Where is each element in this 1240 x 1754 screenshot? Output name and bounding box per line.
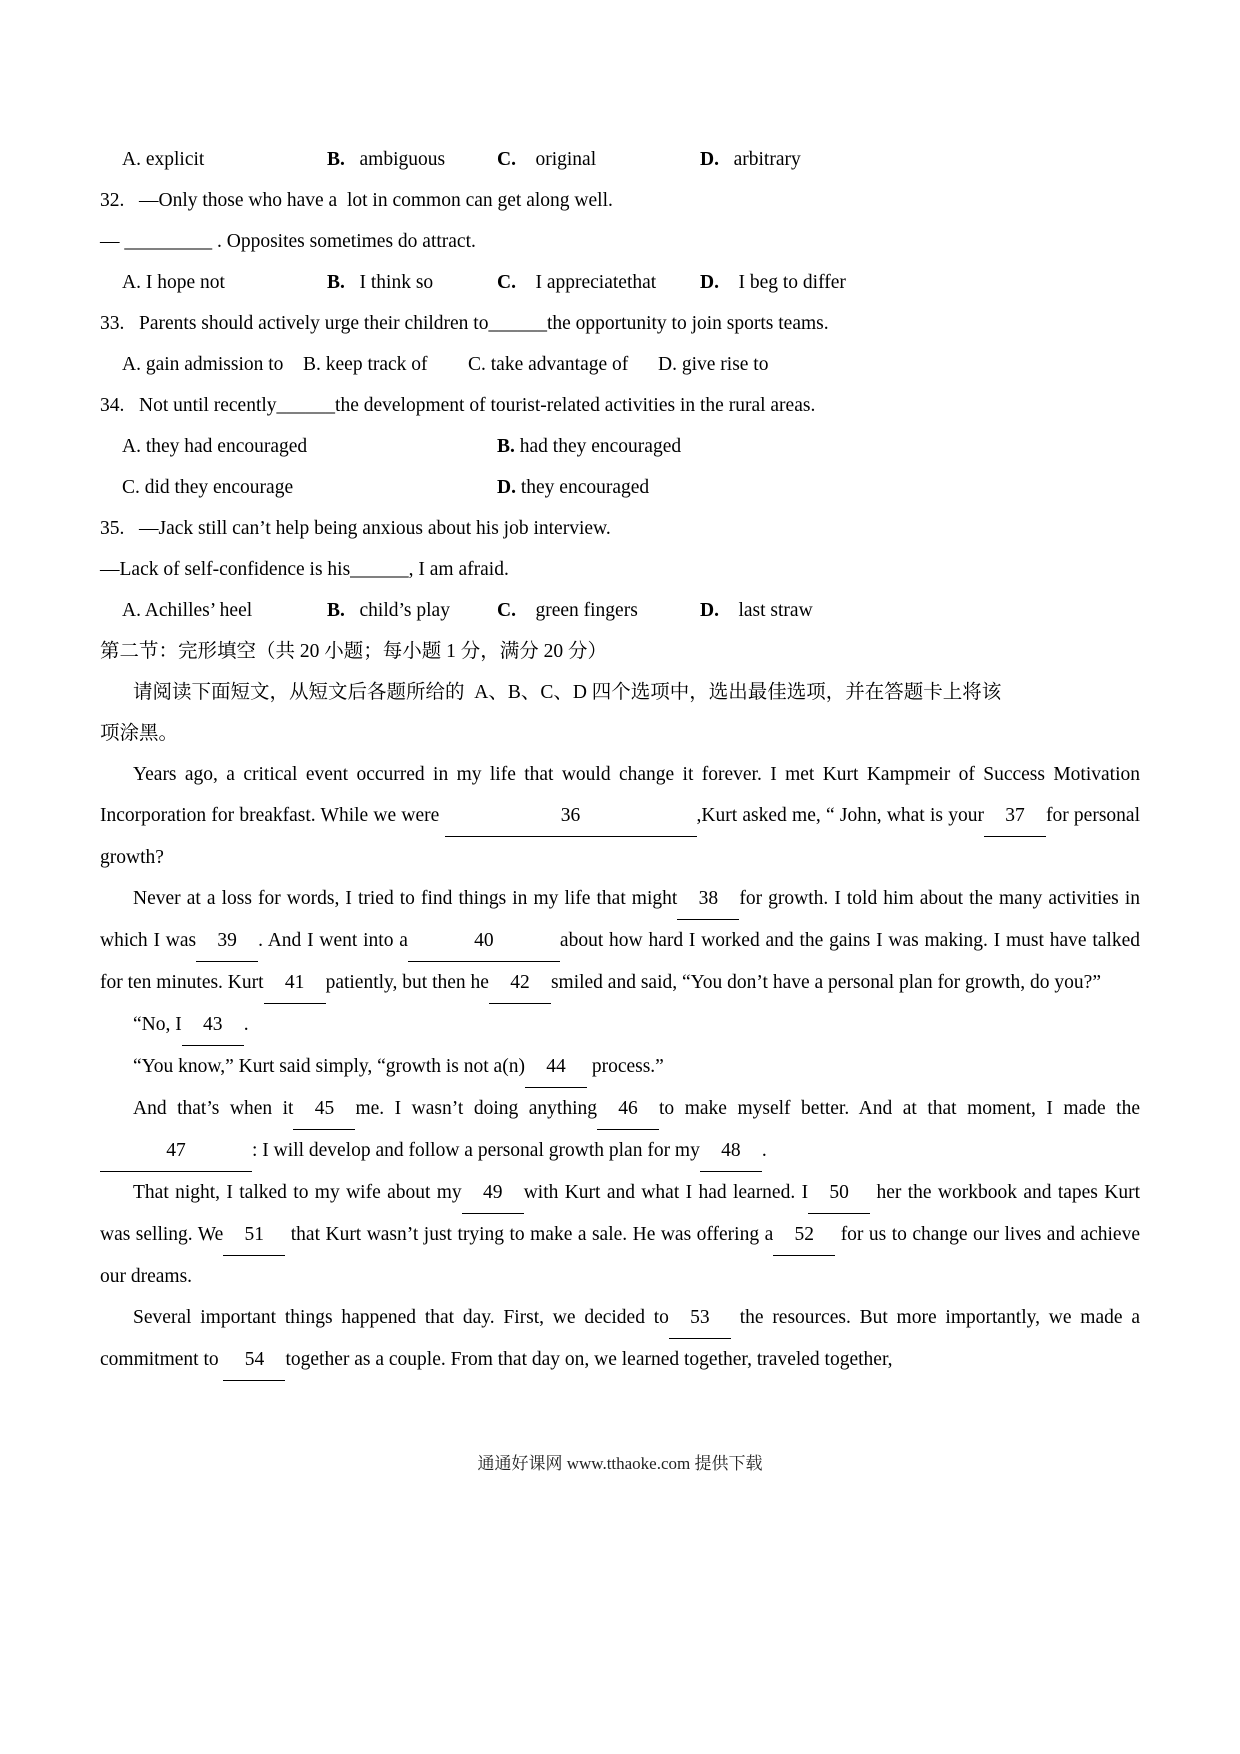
cloze-blank-41: 41 [264, 962, 326, 1004]
text-segment: . And I went into a [258, 930, 408, 951]
text-segment: ,Kurt asked me, “ John, what is your [696, 805, 984, 826]
text-segment: A. gain admission to [122, 354, 284, 375]
question-33-stem: 33. Parents should actively urge their children to______the opportunity to join sports teams. [100, 313, 829, 334]
question-31-options-row [100, 139, 1140, 180]
q31-option-d [700, 139, 801, 180]
cloze-blank-51: 51 [223, 1214, 285, 1256]
text-segment: the resources. But more importantly, we made a commitment to [100, 1307, 1140, 1370]
text-segment: Years ago, a critical event occurred in my life that would change it forever. I met Kurt Kampmeir of Success Motivation Incorporation for breakfast. While we were [100, 764, 1140, 826]
option-label: B. [327, 272, 345, 293]
q32-option-c [497, 262, 656, 303]
option-label: B. [497, 436, 515, 457]
text-segment: me. I wasn’t doing anything [355, 1098, 598, 1119]
cloze-blank-37: 37 [984, 795, 1046, 837]
text-segment: green fingers [515, 600, 638, 621]
text-segment: her the workbook and tapes Kurt was selling. We [100, 1182, 1140, 1245]
cloze-paragraph-6 [100, 1172, 1140, 1297]
text-segment: child’s play [344, 600, 450, 621]
option-label: C. [497, 149, 516, 170]
q34-option-c [122, 467, 293, 508]
cloze-blank-43: 43 [182, 1004, 244, 1046]
q31-option-a [122, 139, 204, 180]
cloze-blank-45: 45 [293, 1088, 355, 1130]
text-segment: I appreciatethat [515, 272, 657, 293]
text-segment: A. explicit [122, 149, 205, 170]
question-35-response: —Lack of self-confidence is his______, I am afraid. [100, 559, 509, 580]
option-label: D. [700, 600, 719, 621]
cloze-paragraph-4 [100, 1046, 1140, 1088]
question-33-options-row [100, 344, 1140, 385]
text-segment: about how hard I worked and the gains I was making. I must have talked for ten minutes. Kurt [100, 930, 1140, 993]
option-label: D. [497, 477, 516, 498]
question-34-options-row-2 [100, 467, 1140, 508]
cloze-blank-36: 36 [445, 795, 697, 837]
cloze-paragraph-3 [100, 1004, 1140, 1046]
page-content [100, 139, 1140, 1381]
text-segment: C. take advantage of [468, 354, 629, 375]
text-segment: I beg to differ [718, 272, 846, 293]
text-segment: : I will develop and follow a personal growth plan for my [252, 1140, 700, 1161]
question-32-response: — _________ . Opposites sometimes do attract. [100, 231, 476, 252]
section-2-heading: 第二节：完形填空（共 20 小题；每小题 1 分，满分 20 分） [100, 641, 608, 662]
cloze-paragraph-2 [100, 878, 1140, 1004]
q32-option-a [122, 262, 225, 303]
text-segment: Several important things happened that day. First, we decided to [133, 1307, 669, 1328]
option-label: C. [497, 600, 516, 621]
q31-option-b [327, 139, 445, 180]
q33-option-b [303, 344, 428, 385]
cloze-blank-40: 40 [408, 920, 560, 962]
q35-option-b [327, 590, 450, 631]
text-segment: that Kurt wasn’t just trying to make a sale. He was offering a [285, 1224, 774, 1245]
text-segment: “You know,” Kurt said simply, “growth is not a(n) [133, 1056, 525, 1077]
option-label: D. [700, 272, 719, 293]
text-segment: B. keep track of [303, 354, 428, 375]
cloze-blank-42: 42 [489, 962, 551, 1004]
question-35-options-row [100, 590, 1140, 631]
text-segment: arbitrary [718, 149, 801, 170]
q34-option-a [122, 426, 307, 467]
cloze-blank-47: 47 [100, 1130, 252, 1172]
text-segment: had they encouraged [514, 436, 682, 457]
cloze-blank-48: 48 [700, 1130, 762, 1172]
text-segment: Never at a loss for words, I tried to find things in my life that might [133, 888, 678, 909]
question-35-stem: 35. —Jack still can’t help being anxious about his job interview. [100, 518, 611, 539]
text-segment: to make myself better. And at that moment, I made the [659, 1098, 1140, 1119]
text-segment: patiently, but then he [325, 972, 489, 993]
q34-option-d [497, 467, 649, 508]
text-segment: they encouraged [515, 477, 650, 498]
q33-option-a [122, 344, 283, 385]
question-34-stem: 34. Not until recently______the development of tourist-related activities in the rural areas. [100, 395, 816, 416]
q34-option-b [497, 426, 681, 467]
page-footer [0, 1452, 1240, 1476]
cloze-paragraph-1 [100, 754, 1140, 878]
cloze-blank-50: 50 [808, 1172, 870, 1214]
text-segment: A. they had encouraged [122, 436, 308, 457]
cloze-paragraph-5 [100, 1088, 1140, 1172]
text-segment: process.” [586, 1056, 664, 1077]
option-label: C. [497, 272, 516, 293]
instructions-line-2: 项涂黑。 [100, 723, 179, 744]
cloze-blank-52: 52 [773, 1214, 835, 1256]
text-segment: D. give rise to [658, 354, 769, 375]
text-segment: ambiguous [344, 149, 446, 170]
cloze-blank-54: 54 [223, 1339, 285, 1381]
footer-text: 通通好课网 www.tthaoke.com 提供下载 [477, 1454, 763, 1473]
cloze-blank-53: 53 [669, 1297, 731, 1339]
q31-option-c [497, 139, 596, 180]
text-segment: That night, I talked to my wife about my [133, 1182, 462, 1203]
text-segment: original [515, 149, 597, 170]
q35-option-d [700, 590, 813, 631]
cloze-blank-49: 49 [462, 1172, 524, 1214]
question-32-stem: 32. —Only those who have a lot in common can get along well. [100, 190, 613, 211]
q35-option-c [497, 590, 638, 631]
text-segment: for growth. I told him about the many activities in which I was [100, 888, 1140, 951]
option-label: D. [700, 149, 719, 170]
text-segment: with Kurt and what I had learned. I [523, 1182, 809, 1203]
cloze-blank-39: 39 [196, 920, 258, 962]
cloze-paragraph-7 [100, 1297, 1140, 1381]
instructions-line-1: 请阅读下面短文，从短文后各题所给的 A、B、C、D 四个选项中，选出最佳选项，并在答题卡上将该 [133, 682, 1002, 703]
q32-option-b [327, 262, 433, 303]
cloze-blank-44: 44 [525, 1046, 587, 1088]
text-segment: C. did they encourage [122, 477, 294, 498]
question-32-options-row [100, 262, 1140, 303]
text-segment: smiled and said, “You don’t have a personal plan for growth, do you?” [550, 972, 1101, 993]
text-segment: . [761, 1140, 767, 1161]
q33-option-d [658, 344, 768, 385]
text-segment: And that’s when it [133, 1098, 294, 1119]
text-segment: for personal growth? [100, 805, 1140, 868]
text-segment: A. I hope not [122, 272, 225, 293]
text-segment: “No, I [133, 1014, 182, 1035]
cloze-blank-46: 46 [597, 1088, 659, 1130]
option-label: B. [327, 600, 345, 621]
text-segment: I think so [344, 272, 434, 293]
question-34-options-row-1 [100, 426, 1140, 467]
text-segment: for us to change our lives and achieve our dreams. [100, 1224, 1140, 1287]
text-segment: . [243, 1014, 249, 1035]
q32-option-d [700, 262, 846, 303]
option-label: B. [327, 149, 345, 170]
q35-option-a [122, 590, 252, 631]
q33-option-c [468, 344, 628, 385]
text-segment: A. Achilles’ heel [122, 600, 253, 621]
cloze-blank-38: 38 [677, 878, 739, 920]
text-segment: together as a couple. From that day on, we learned together, traveled together, [285, 1349, 893, 1370]
text-segment: last straw [718, 600, 813, 621]
